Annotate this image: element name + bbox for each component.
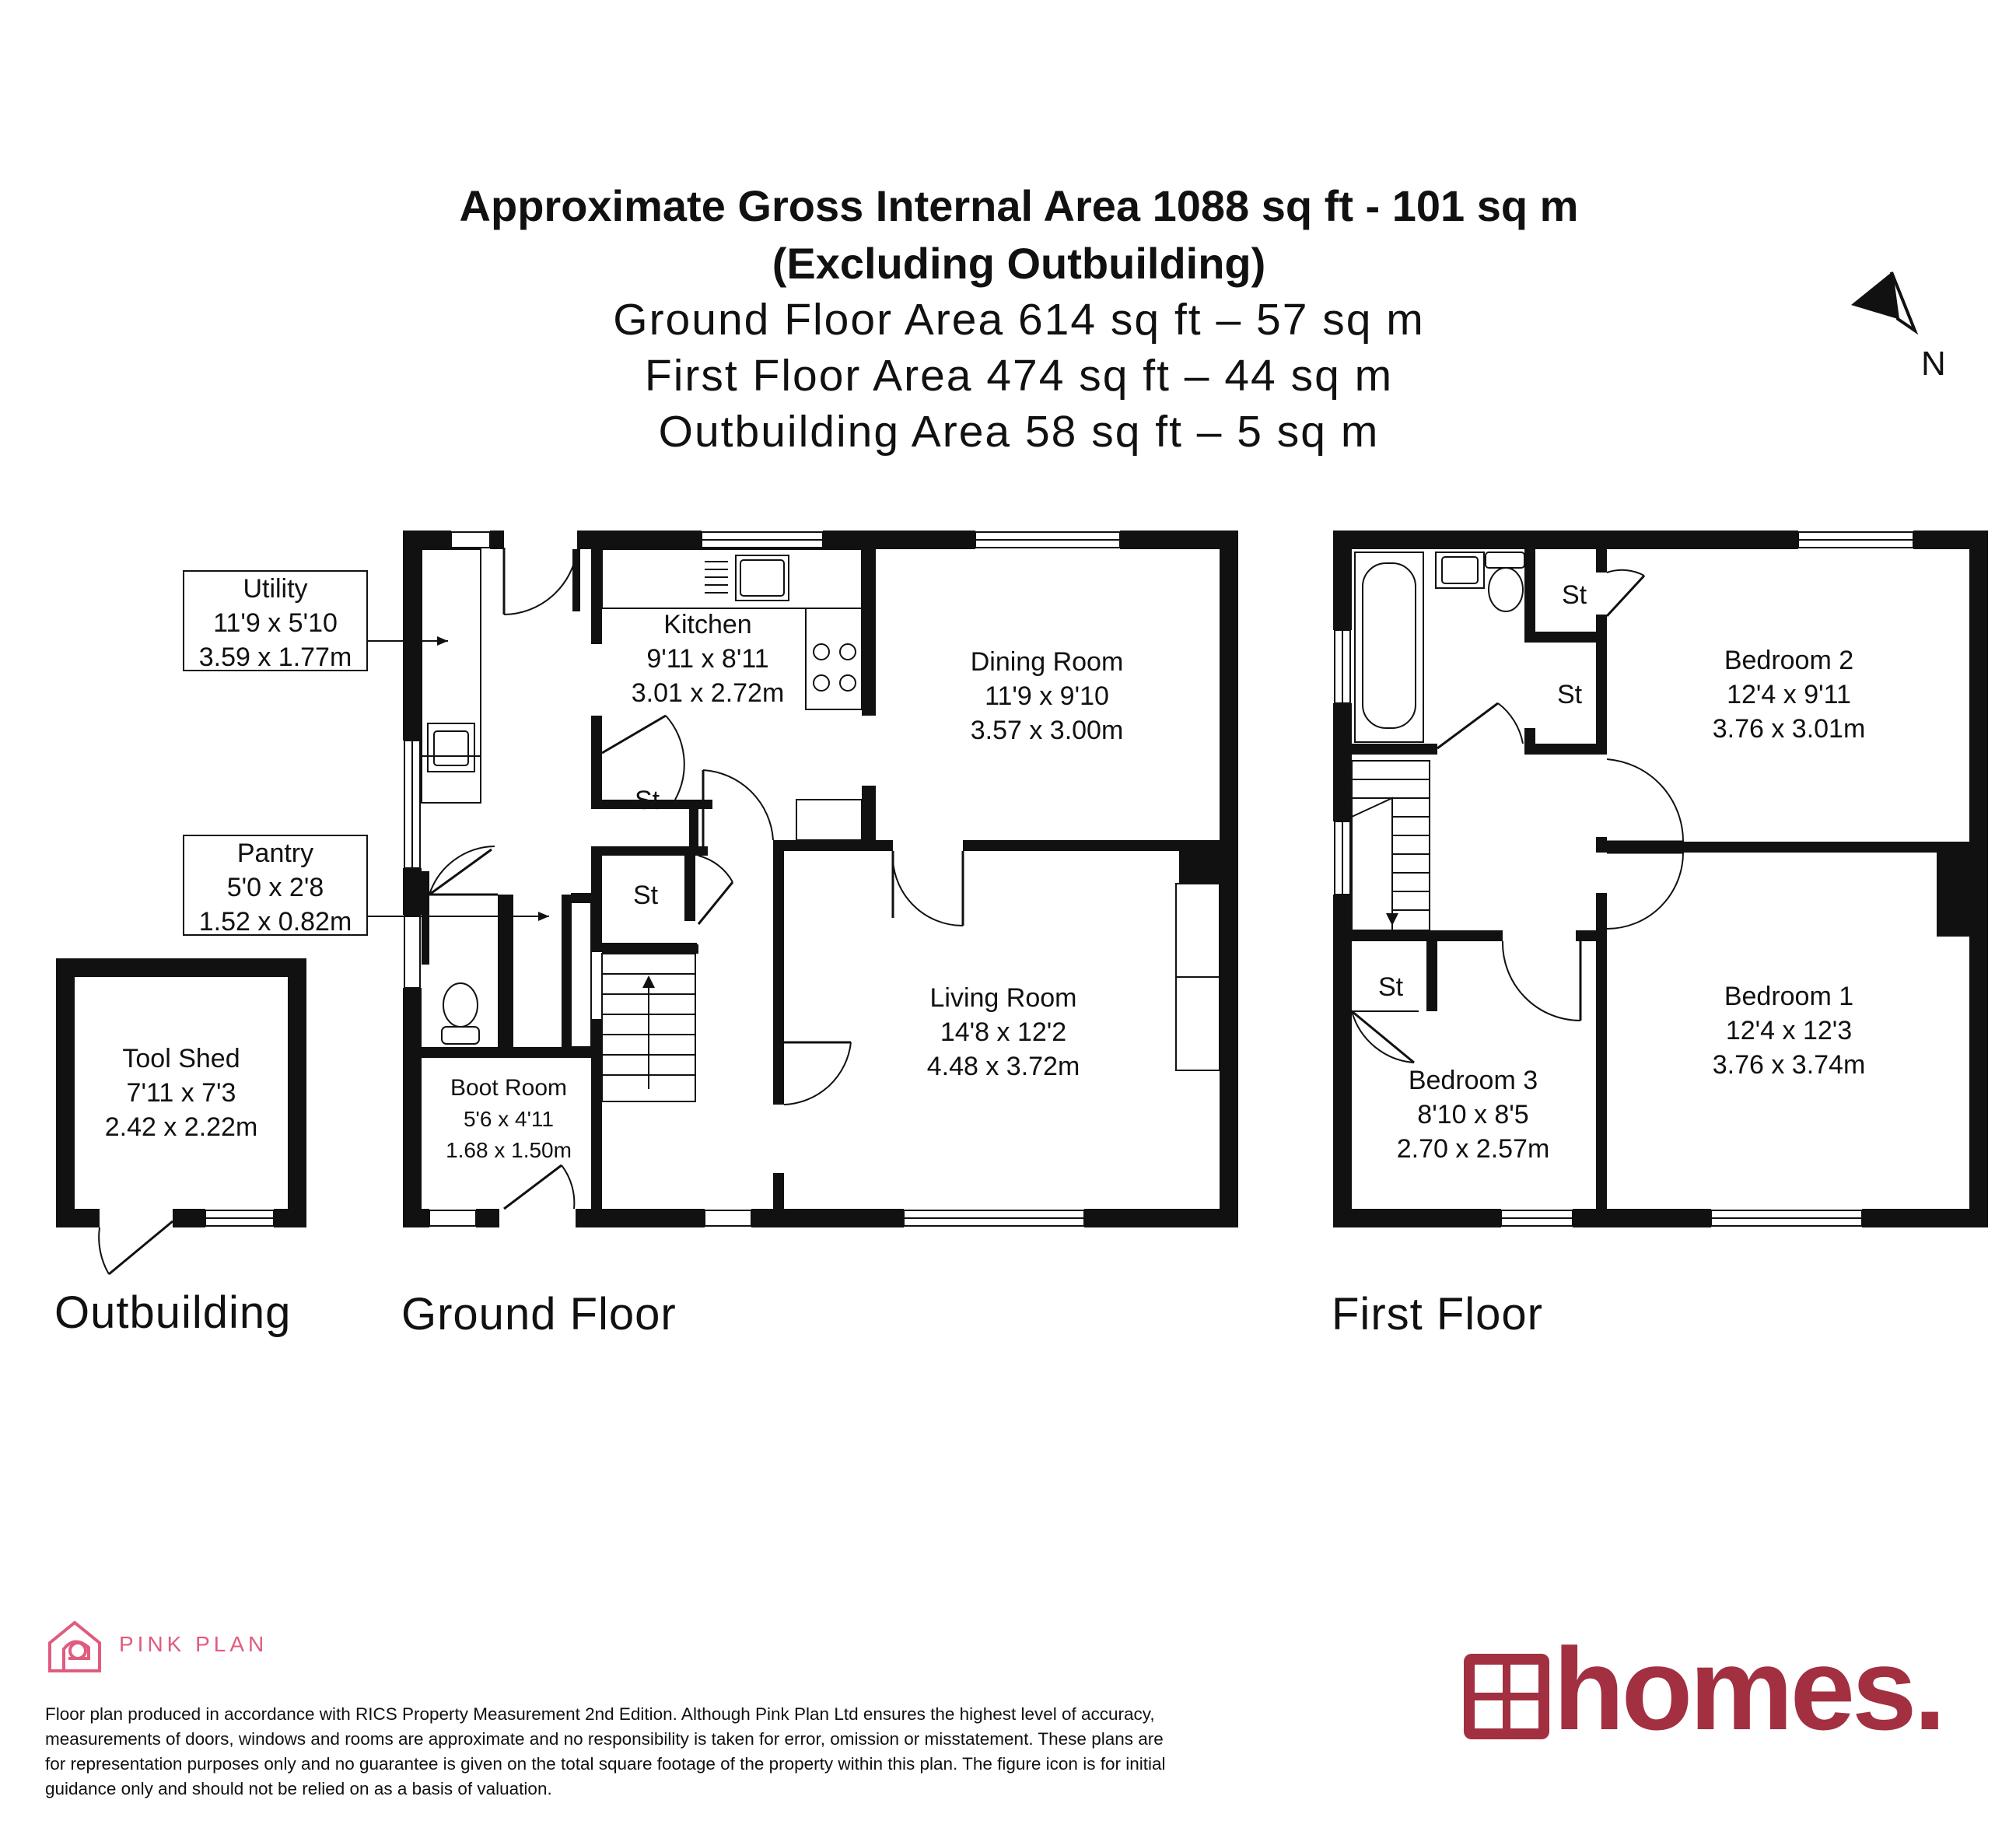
- store-label: St: [1377, 972, 1404, 1002]
- store-label: St: [632, 881, 659, 910]
- tool-shed-imperial: 7'11 x 7'3: [126, 1078, 236, 1108]
- utility-imperial: 11'9 x 5'10: [213, 608, 338, 638]
- store-label: St: [634, 786, 660, 815]
- pantry-name: Pantry: [236, 839, 314, 868]
- bedroom-3-name: Bedroom 3: [1408, 1066, 1538, 1095]
- tool-shed-name: Tool Shed: [122, 1044, 240, 1073]
- outbuilding-label: Outbuilding: [54, 1287, 292, 1338]
- living-room-metric: 4.48 x 3.72m: [926, 1052, 1080, 1081]
- pantry-metric: 1.52 x 0.82m: [198, 907, 352, 937]
- excluding-outbuilding-note: (Excluding Outbuilding): [772, 239, 1266, 288]
- homes-wordmark: homes.: [1553, 1623, 1944, 1754]
- outbuilding-area: Outbuilding Area 58 sq ft – 5 sq m: [658, 407, 1380, 457]
- first-floor-area: First Floor Area 474 sq ft – 44 sq m: [644, 351, 1394, 401]
- bedroom-3-imperial: 8'10 x 8'5: [1417, 1100, 1529, 1129]
- gross-area-title: Approximate Gross Internal Area 1088 sq ft - 101 sq m: [459, 181, 1579, 230]
- ground-floor-label: Ground Floor: [401, 1289, 677, 1339]
- boot-room-name: Boot Room: [450, 1075, 568, 1101]
- pink-plan-brand: PINK PLAN: [119, 1632, 268, 1656]
- utility-name: Utility: [243, 574, 308, 604]
- ground-floor-area: Ground Floor Area 614 sq ft – 57 sq m: [613, 295, 1425, 345]
- pink-plan-logo-icon: [50, 1623, 100, 1671]
- dining-room-metric: 3.57 x 3.00m: [970, 716, 1124, 745]
- kitchen-metric: 3.01 x 2.72m: [631, 678, 785, 708]
- bedroom-2-metric: 3.76 x 3.01m: [1712, 714, 1866, 744]
- bedroom-2-imperial: 12'4 x 9'11: [1727, 680, 1851, 709]
- dining-room-imperial: 11'9 x 9'10: [985, 681, 1109, 711]
- kitchen-imperial: 9'11 x 8'11: [646, 644, 769, 674]
- bedroom-1-metric: 3.76 x 3.74m: [1712, 1050, 1866, 1080]
- kitchen-name: Kitchen: [663, 610, 752, 639]
- dining-room-name: Dining Room: [970, 647, 1124, 677]
- compass-label: N: [1921, 345, 1946, 383]
- north-compass-icon: [1851, 272, 1946, 383]
- boot-room-metric: 1.68 x 1.50m: [446, 1138, 572, 1162]
- living-room-imperial: 14'8 x 12'2: [940, 1017, 1067, 1047]
- store-label: St: [1561, 580, 1587, 610]
- homes-logo: [1456, 1624, 1979, 1764]
- utility-metric: 3.59 x 1.77m: [198, 643, 352, 672]
- bedroom-3-metric: 2.70 x 2.57m: [1396, 1134, 1550, 1164]
- bedroom-2-name: Bedroom 2: [1724, 646, 1854, 675]
- pantry-imperial: 5'0 x 2'8: [226, 873, 324, 902]
- first-floor-label: First Floor: [1332, 1289, 1543, 1339]
- boot-room-imperial: 5'6 x 4'11: [463, 1107, 555, 1131]
- disclaimer-text: Floor plan produced in accordance with RICS Property Measurement 2nd Edition. Although Pink Plan Ltd ensures the highest level of accuracy, measurements of doors, windows and rooms are approximate and no responsibility is taken for error, omission or misstatement. These plans are for representation purposes only and no guarantee is given on the total square footage of the property within this plan. The figure icon is for initial guidance only and should not be relied on as a basis of valuation.: [45, 1704, 1166, 1798]
- tool-shed-metric: 2.42 x 2.22m: [104, 1112, 258, 1142]
- bedroom-1-name: Bedroom 1: [1724, 982, 1854, 1011]
- store-label: St: [1556, 680, 1583, 709]
- living-room-name: Living Room: [929, 983, 1077, 1013]
- bedroom-1-imperial: 12'4 x 12'3: [1725, 1016, 1853, 1045]
